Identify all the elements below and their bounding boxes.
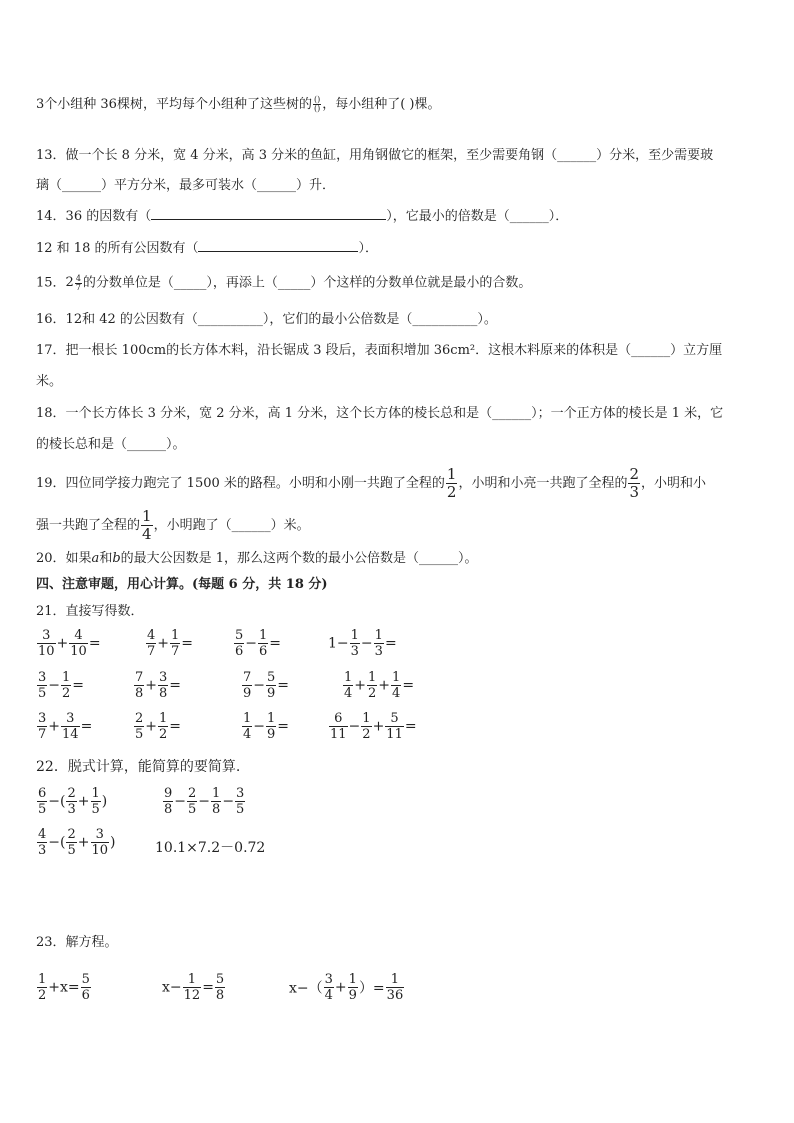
q13-line1: 13．做一个长 8 分米，宽 4 分米，高 3 分米的鱼缸，用角钢做它的框架，至少需要角钢（______）分米，至少需要玻 [36,148,714,163]
section-title: 四、注意审题，用心计算。(每题 6 分，共 18 分) [36,577,328,592]
q19-line2: 强一共跑了全程的 $\frac{1}{4}$ ，小明跑了（______）米。 [36,507,310,543]
q18-line1: 18．一个长方体长 3 分米，宽 2 分米，高 1 分米，这个长方体的棱长总和是（______）；一个正方体的棱长是 1 米，它 [36,406,724,421]
q23-eq1: $\frac{1}{2}$ +x= $\frac{5}{6}$ [38,972,90,1003]
answer-blank[interactable] [198,239,358,252]
q22-title: 22．脱式计算，能简算的要简算. [36,759,241,775]
q17-line2: 米。 [36,374,63,389]
q19-line1: 19．四位同学接力跑完了 1500 米的路程。小明和小刚一共跑了全程的 $\frac{1}{2}$ ，小明和小亮一共跑了全程的 $\frac{2}{3}$ ，小明和小 [36,465,707,501]
fraction: () () [313,95,321,113]
q21-r3c2: $\frac{2}{5}$ + $\frac{1}{2}$ = [135,711,182,742]
q23-eq2: x− $\frac{1}{12}$ = $\frac{5}{8}$ [162,972,225,1003]
q14-line2: 12 和 18 的所有公因数有（ ）． [36,241,378,256]
q21-r2c4: $\frac{1}{4}$ + $\frac{1}{2}$ + $\frac{1}{4}$ = [344,670,415,701]
q15-line: 15． 2 4 7 的分数单位是（_____），再添上（_____）个这样的分数单位就是最小的合数。 [36,273,532,292]
q17-line1: 17．把一根长 100cm的长方体木料，沿长锯成 3 段后，表面积增加 36cm²．这根木料原来的体积是（______）立方厘 [36,343,723,358]
q21-title: 21．直接写得数． [36,604,144,619]
answer-blank[interactable] [151,207,386,220]
q21-r3c1: $\frac{3}{7}$ + $\frac{3}{14}$ = [38,711,93,742]
q21-r3c4: $\frac{6}{11}$ − $\frac{1}{2}$ + $\frac{5}{11}$ = [330,711,417,742]
q21-r1c4: 1− $\frac{1}{3}$ − $\frac{1}{3}$ = [328,628,397,659]
q20-line: 20．如果a和b的最大公因数是 1，那么这两个数的最小公倍数是（______）。 [36,551,478,566]
q18-line2: 的棱长总和是（______）。 [36,437,186,452]
q22-expr1: $\frac{6}{5}$ −( $\frac{2}{3}$ + $\frac{1}{5}$ ) [38,786,108,817]
q22-expr3: $\frac{4}{3}$ −( $\frac{2}{5}$ + $\frac{3}{10}$ ) [38,827,116,858]
q21-r2c2: $\frac{7}{8}$ + $\frac{3}{8}$ = [135,670,182,701]
q22-expr4: 10.1×7.2－0.72 [155,840,266,856]
mixed-number: 2 4 7 [65,273,81,292]
q23-eq3: x−（ $\frac{3}{4}$ + $\frac{1}{9}$ ）= $\frac{1}{36}$ [289,972,404,1003]
q21-r1c3: $\frac{5}{6}$ − $\frac{1}{6}$ = [235,628,282,659]
q13-line2: 璃（______）平方分米，最多可装水（______）升． [36,178,336,193]
q21-r2c1: $\frac{3}{5}$ − $\frac{1}{2}$ = [38,670,85,701]
q14-line1: 14．36 的因数有（ ），它最小的倍数是（______）． [36,209,569,224]
q22-expr2: $\frac{9}{8}$ − $\frac{2}{5}$ − $\frac{1}{8}$ − $\frac{3}{5}$ [164,786,245,817]
q21-r1c1: $\frac{3}{10}$ + $\frac{4}{10}$ = [38,628,101,659]
q21-r3c3: $\frac{1}{4}$ − $\frac{1}{9}$ = [243,711,290,742]
q21-r2c3: $\frac{7}{9}$ − $\frac{5}{9}$ = [243,670,290,701]
q21-r1c2: $\frac{4}{7}$ + $\frac{1}{7}$ = [147,628,194,659]
q23-title: 23．解方程。 [36,935,118,950]
q16-line: 16．12和 42 的公因数有（__________），它们的最小公倍数是（__________）。 [36,312,497,327]
q12-line: 3个小组种 36棵树，平均每个小组种了这些树的 () () ，每小组种了( )棵。 [36,95,441,113]
